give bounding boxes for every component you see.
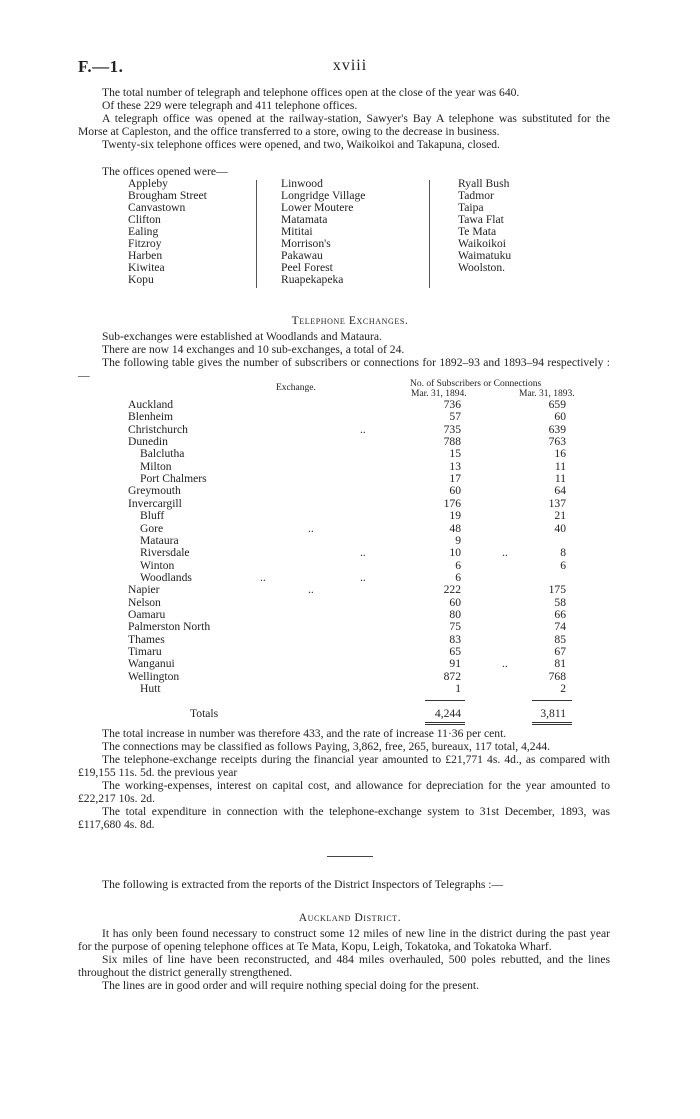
leader-dots: ..: [260, 570, 266, 584]
value-1894: 13: [449, 459, 461, 473]
office-name: Taipa: [458, 201, 484, 214]
double-rule: [532, 724, 572, 725]
page-number: xviii: [332, 57, 368, 74]
value-1893: 40: [554, 521, 566, 535]
table-row: [0, 546, 700, 558]
value-1894: 19: [449, 509, 461, 523]
office-name: Linwood: [281, 177, 323, 190]
office-name: Ealing: [128, 225, 159, 238]
value-1893: 58: [554, 595, 566, 609]
offices-opened-label: The offices opened were—: [102, 165, 228, 178]
table-row: [0, 509, 700, 521]
office-name: Matamata: [281, 213, 328, 226]
exchange-name: Gore: [140, 521, 164, 535]
column-header-exchange: Exchange.: [276, 383, 316, 393]
value-1894: 48: [449, 521, 461, 535]
exchange-name: Dunedin: [128, 435, 168, 449]
value-1894: 75: [449, 620, 461, 634]
leader-dots: ..: [360, 570, 366, 584]
leader-dots: ..: [308, 521, 314, 535]
value-1894: 80: [449, 607, 461, 621]
value-1893: 763: [548, 435, 566, 449]
leader-dots: ..: [360, 422, 366, 436]
intro-paragraph-3: A telegraph office was opened at the railway-station, Sawyer's Bay A telephone was substituted for the Morse at Capleston, and the office transferred to a store, owing to the decrease in business.: [78, 111, 610, 138]
value-1894: 1: [455, 682, 461, 696]
exchange-name: Invercargill: [128, 496, 182, 510]
exchanges-summary: [78, 727, 610, 831]
office-name: Woolston.: [458, 261, 506, 274]
table-row: [0, 423, 700, 435]
table-row: [0, 657, 700, 669]
inspectors-intro: [78, 878, 610, 891]
column-header-1893: Mar. 31, 1893.: [519, 389, 575, 399]
value-1894: 60: [449, 484, 461, 498]
exchanges-paragraph-2: There are now 14 exchanges and 10 sub-exchanges, a total of 24.: [102, 342, 405, 356]
exchange-name: Winton: [140, 558, 175, 572]
exchange-name: Port Chalmers: [140, 472, 207, 486]
auckland-district-heading: Auckland District.: [298, 912, 402, 924]
value-1894: 91: [449, 657, 461, 671]
value-1894: 65: [449, 645, 461, 658]
table-row: [0, 398, 700, 410]
office-name: Harben: [128, 249, 163, 262]
section-divider: [327, 856, 373, 857]
value-1893: 6: [560, 558, 566, 572]
exchange-name: Milton: [140, 459, 172, 473]
telephone-exchanges-heading: Telephone Exchanges.: [291, 315, 409, 327]
auckland-paragraph-3: The lines are in good order and will require nothing special doing for the present.: [102, 978, 480, 992]
exchange-name: Thames: [128, 632, 165, 646]
exchange-name: Auckland: [128, 398, 174, 411]
value-1893: 67: [554, 645, 566, 658]
office-name: Fitzroy: [128, 237, 162, 250]
value-1894: 57: [449, 410, 461, 424]
total-1894: 4,244: [434, 707, 461, 720]
rule: [532, 700, 572, 701]
value-1894: 6: [455, 570, 461, 584]
inspectors-intro-paragraph: The following is extracted from the reports of the District Inspectors of Telegraphs :—: [102, 878, 504, 891]
column-header-1894: Mar. 31, 1894.: [411, 389, 467, 399]
leader-dots: ..: [502, 546, 508, 560]
table-row: [0, 670, 700, 682]
table-row: [0, 472, 700, 484]
table-row: [0, 596, 700, 608]
office-name: Longridge Village: [281, 189, 366, 202]
office-name: Waikoikoi: [458, 237, 507, 250]
value-1893: 659: [548, 398, 566, 411]
office-name: Lower Moutere: [281, 201, 354, 214]
value-1893: 11: [554, 472, 566, 486]
value-1893: 8: [560, 546, 566, 560]
value-1893: 21: [554, 509, 566, 523]
exchanges-intro: [78, 330, 610, 382]
office-name: Tadmor: [458, 189, 494, 202]
office-name: Pakawau: [281, 249, 323, 262]
offices-column-1: [128, 177, 207, 285]
office-name: Tawa Flat: [458, 213, 504, 226]
table-row: [0, 497, 700, 509]
intro-section: [78, 86, 610, 151]
intro-paragraph-2: Of these 229 were telegraph and 411 telephone offices.: [102, 98, 358, 112]
office-name: Morrison's: [281, 237, 331, 250]
column-header-group: No. of Subscribers or Connections: [410, 379, 542, 389]
exchanges-paragraph-6: The telephone-exchange receipts during the financial year amounted to £21,771 4s. 4d., as compared with £19,155 11s. 5d. the previous year: [78, 752, 610, 779]
table-row: [0, 522, 700, 534]
value-1894: 17: [449, 472, 461, 486]
office-name: Peel Forest: [281, 261, 333, 274]
value-1893: 81: [554, 657, 566, 671]
office-name: Te Mata: [458, 225, 497, 238]
totals-row: [0, 707, 700, 719]
exchanges-paragraph-8: The total expenditure in connection with the telephone-exchange system to 31st December, 1893, was £117,680 4s. 8d.: [78, 804, 610, 831]
leader-dots: ..: [502, 657, 508, 671]
exchange-name: Balclutha: [140, 447, 185, 461]
double-rule: [425, 724, 465, 725]
office-name: Ryall Bush: [458, 177, 510, 190]
table-row: [0, 682, 700, 694]
value-1894: 222: [443, 583, 461, 597]
value-1894: 872: [443, 669, 461, 683]
value-1894: 736: [443, 398, 461, 411]
value-1894: 735: [443, 422, 461, 436]
value-1893: 64: [554, 484, 566, 498]
rule: [425, 700, 465, 701]
auckland-district-section: [78, 927, 610, 992]
office-name: Brougham Street: [128, 189, 207, 202]
value-1894: 60: [449, 595, 461, 609]
exchange-name: Napier: [128, 583, 160, 597]
exchange-name: Nelson: [128, 595, 161, 609]
double-rule: [425, 722, 465, 723]
value-1894: 6: [455, 558, 461, 572]
value-1893: 16: [554, 447, 566, 461]
office-name: Ruapekapeka: [281, 273, 344, 286]
exchange-name: Riversdale: [140, 546, 190, 560]
exchange-name: Wanganui: [128, 657, 175, 671]
exchange-name: Greymouth: [128, 484, 181, 498]
office-name: Canvastown: [128, 201, 186, 214]
exchange-name: Hutt: [140, 682, 161, 696]
exchange-name: Bluff: [140, 509, 165, 523]
value-1894: 10: [449, 546, 461, 560]
exchange-name: Wellington: [128, 669, 180, 683]
offices-column-3: [458, 177, 511, 273]
intro-paragraph-1: The total number of telegraph and telephone offices open at the close of the year was 640.: [102, 86, 520, 99]
leader-dots: ..: [360, 546, 366, 560]
table-row: [0, 484, 700, 496]
office-name: Kopu: [128, 273, 154, 286]
leader-dots: ..: [308, 583, 314, 597]
intro-paragraph-4: Twenty-six telephone offices were opened, and two, Waikoikoi and Takapuna, closed.: [102, 137, 500, 151]
exchanges-paragraph-7: The working-expenses, interest on capital cost, and allowance for depreciation for the year amounted to £22,217 10s. 2d.: [78, 778, 610, 805]
auckland-paragraph-1: It has only been found necessary to construct some 12 miles of new line in the district during the past year for the purpose of opening telephone offices at Te Mata, Kopu, Leigh, Tokatoka, and Tokatoka Wharf.: [78, 927, 610, 953]
value-1894: 176: [443, 496, 461, 510]
offices-column-2: [281, 177, 365, 285]
office-name: Clifton: [128, 213, 161, 226]
auckland-paragraph-2: Six miles of line have been reconstructed, and 484 miles overhauled, 500 poles rebutted, and the lines throughout the district generally strengthened.: [78, 952, 610, 979]
exchange-name: Blenheim: [128, 410, 174, 424]
value-1894: 788: [443, 435, 461, 449]
value-1893: 66: [554, 607, 566, 621]
table-row: [0, 633, 700, 645]
value-1893: 639: [548, 422, 566, 436]
value-1893: 175: [548, 583, 566, 597]
value-1893: 74: [554, 620, 566, 634]
exchanges-paragraph-4: The total increase in number was therefore 433, and the rate of increase 11·36 per cent.: [102, 727, 507, 740]
exchanges-paragraph-5: The connections may be classified as follows Paying, 3,862, free, 265, bureaux, 117 total, 4,244.: [102, 739, 551, 753]
office-name: Waimatuku: [458, 249, 512, 262]
table-row: [0, 559, 700, 571]
exchange-name: Christchurch: [128, 422, 188, 436]
exchanges-paragraph-1: Sub-exchanges were established at Woodlands and Mataura.: [102, 330, 382, 343]
column-divider: [429, 180, 430, 288]
table-row: [0, 645, 700, 657]
total-1893: 3,811: [540, 707, 566, 720]
value-1894: 15: [449, 447, 461, 461]
double-rule: [532, 722, 572, 723]
table-row: [0, 435, 700, 447]
value-1893: 85: [554, 632, 566, 646]
table-row: [0, 608, 700, 620]
totals-label: Totals: [190, 707, 219, 720]
table-row: [0, 583, 700, 595]
value-1894: 9: [455, 533, 461, 547]
table-row: [0, 410, 700, 422]
table-row: [0, 620, 700, 632]
table-row: [0, 534, 700, 546]
exchange-name: Palmerston North: [128, 620, 211, 634]
office-name: Kiwitea: [128, 261, 165, 274]
value-1893: 768: [548, 669, 566, 683]
office-name: Appleby: [128, 177, 168, 190]
value-1893: 11: [554, 459, 566, 473]
exchange-name: Timaru: [128, 645, 162, 658]
value-1893: 137: [548, 496, 566, 510]
table-row: [0, 460, 700, 472]
table-row: [0, 447, 700, 459]
value-1893: 60: [554, 410, 566, 424]
exchange-name: Woodlands: [140, 570, 192, 584]
table-row: [0, 571, 700, 583]
office-name: Mititai: [281, 225, 313, 238]
value-1893: 2: [560, 682, 566, 696]
exchange-name: Mataura: [140, 533, 179, 547]
column-divider: [256, 180, 257, 288]
exchanges-paragraph-3: The following table gives the number of subscribers or connections for 1892–93 and 1893–94 respectively :—: [78, 355, 610, 382]
exchange-name: Oamaru: [128, 607, 166, 621]
paper-reference: F.—1.: [78, 57, 124, 76]
value-1894: 83: [449, 632, 461, 646]
